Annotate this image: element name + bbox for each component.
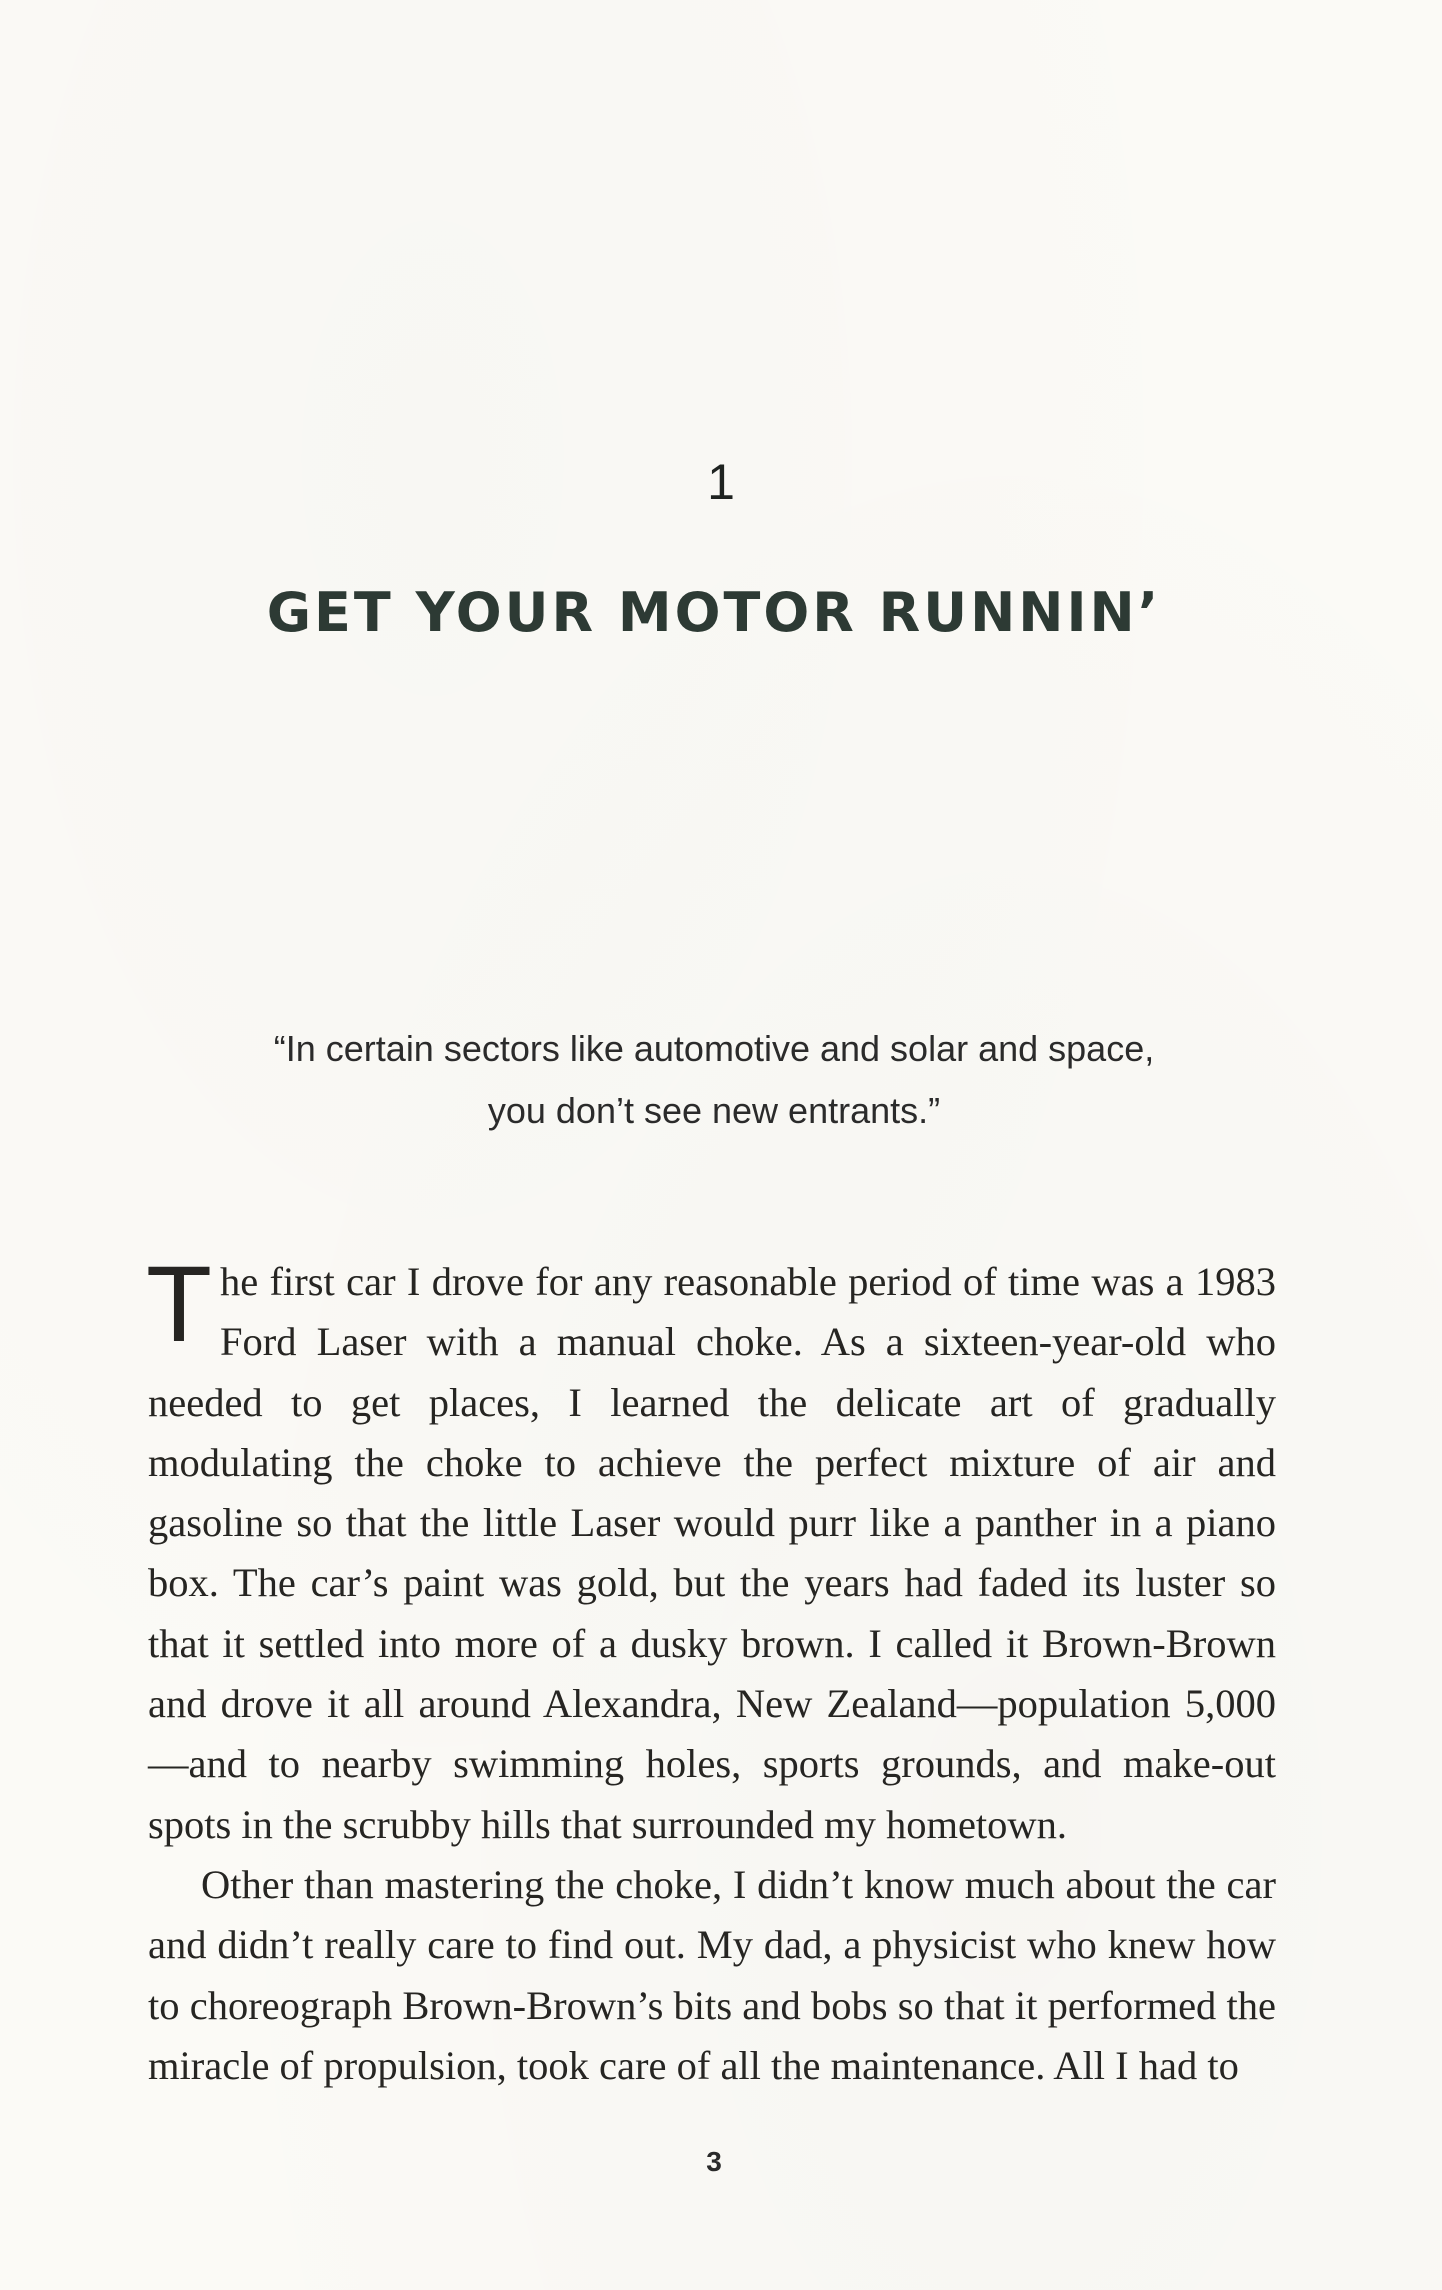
- epigraph-line-2: you don’t see new entrants.”: [487, 1090, 941, 1131]
- paragraph-2: Other than mastering the choke, I didn’t know much about the car and didn’t really care to find out. My dad, a physicist who knew how to choreograph Brown-Brown’s bits and bobs so that it performed the miracle of propulsion, took care of all the maintenance. All I had to: [148, 1861, 1276, 2088]
- drop-cap: T: [146, 1243, 212, 1364]
- paragraph-1-text: he first car I drove for any reasonable period of time was a 1983 Ford Laser with a manual choke. As a sixteen-year-old who needed to get places, I learned the delicate art of gradually modulating the choke to achieve the perfect mixture of air and gasoline so that the little Laser would purr like a panther in a piano box. The car’s paint was gold, but the years had faded its luster so that it settled into more of a dusky brown. I called it Brown-Brown and drove it all around Alexandra, New Zealand—population 5,000—and to nearby swimming holes, sports grounds, and make-out spots in the scrubby hills that surrounded my hometown.: [148, 1259, 1276, 1847]
- epigraph-line-1: “In certain sectors like automotive and solar and space,: [273, 1028, 1155, 1069]
- paragraph-1: [146, 1243, 1276, 1855]
- chapter-number: 1: [707, 454, 735, 510]
- chapter-title: GET YOUR MOTOR RUNNIN’: [266, 581, 1162, 644]
- body-text: [146, 1243, 1276, 2096]
- page-number: 3: [706, 2146, 722, 2177]
- epigraph: [0, 1018, 1428, 1142]
